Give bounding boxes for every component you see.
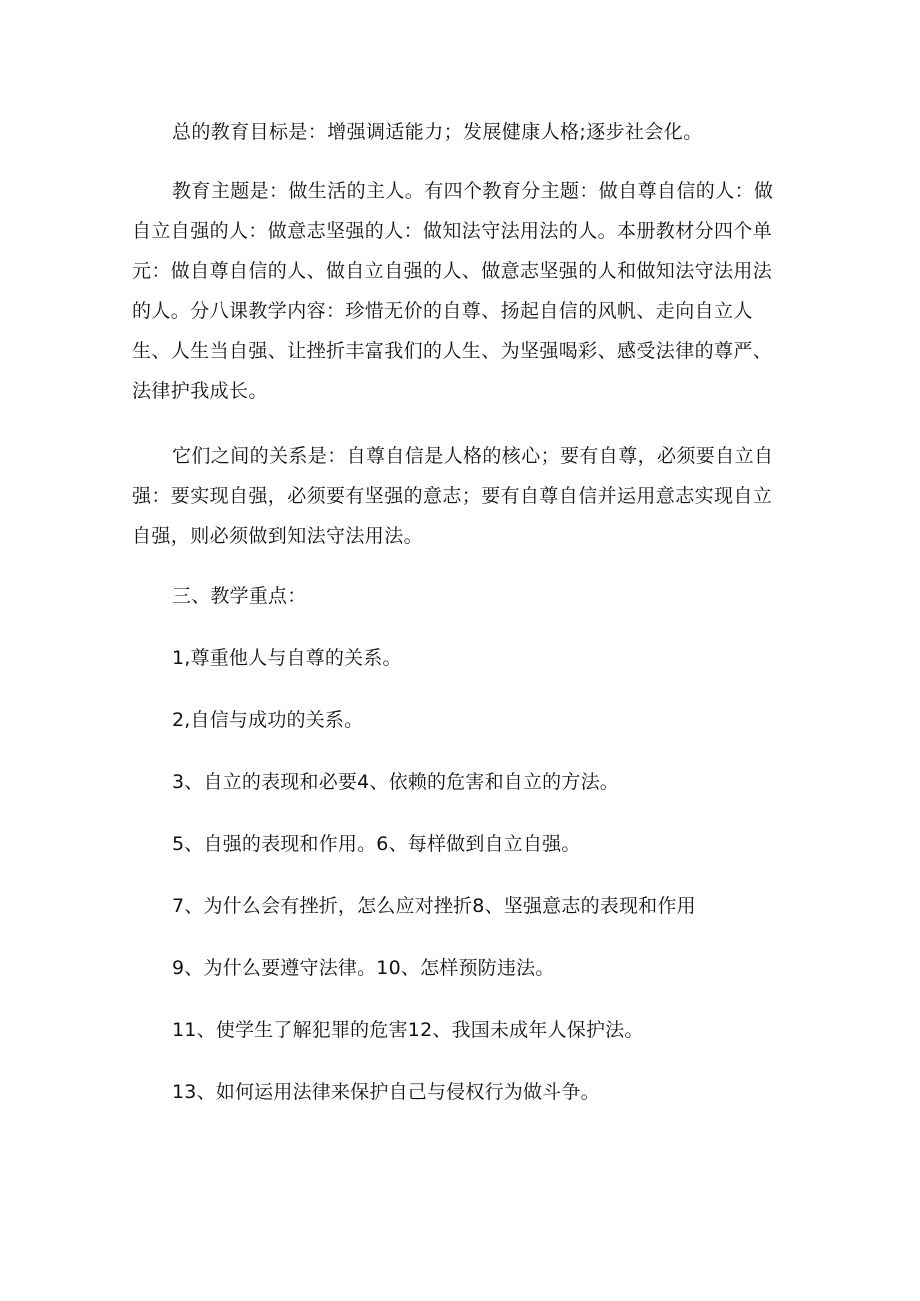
list-item: 9、为什么要遵守法律。10、怎样预防违法。 bbox=[172, 957, 555, 979]
paragraph-education-goal: 总的教育目标是：增强调适能力；发展健康人格;逐步社会化。 bbox=[172, 121, 703, 143]
paragraph-relationship: 它们之间的关系是：自尊自信是人格的核心；要有自尊，必须要自立自强：要实现自强，必须要有坚强的意志；要有自尊自信并运用意志实现自立自强，则必须做到知法守法用法。 bbox=[132, 445, 774, 547]
list-item: 3、自立的表现和必要4、依赖的危害和自立的方法。 bbox=[172, 771, 619, 793]
list-item: 11、使学生了解犯罪的危害12、我国未成年人保护法。 bbox=[172, 1019, 644, 1041]
document-body bbox=[132, 112, 782, 1134]
list-item: 13、如何运用法律来保护自己与侵权行为做斗争。 bbox=[172, 1081, 600, 1103]
list-item: 1,尊重他人与自尊的关系。 bbox=[172, 647, 402, 669]
list-item: 2,自信与成功的关系。 bbox=[172, 709, 364, 731]
section-heading: 三、教学重点： bbox=[172, 585, 307, 607]
list-item: 5、自强的表现和作用。6、每样做到自立自强。 bbox=[172, 833, 581, 855]
paragraph-education-theme: 教育主题是：做生活的主人。有四个教育分主题：做自尊自信的人：做自立自强的人：做意志坚强的人：做知法守法用法的人。本册教材分四个单元：做自尊自信的人、做自立自强的人、做意志坚强的人和做知法守法用法的人。分八课教学内容：珍惜无价的自尊、扬起自信的风帆、走向自立人生、人生当自强、让挫折丰富我们的人生、为坚强喝彩、感受法律的尊严、法律护我成长。 bbox=[132, 180, 774, 402]
list-item: 7、为什么会有挫折，怎么应对挫折8、坚强意志的表现和作用 bbox=[172, 895, 696, 917]
